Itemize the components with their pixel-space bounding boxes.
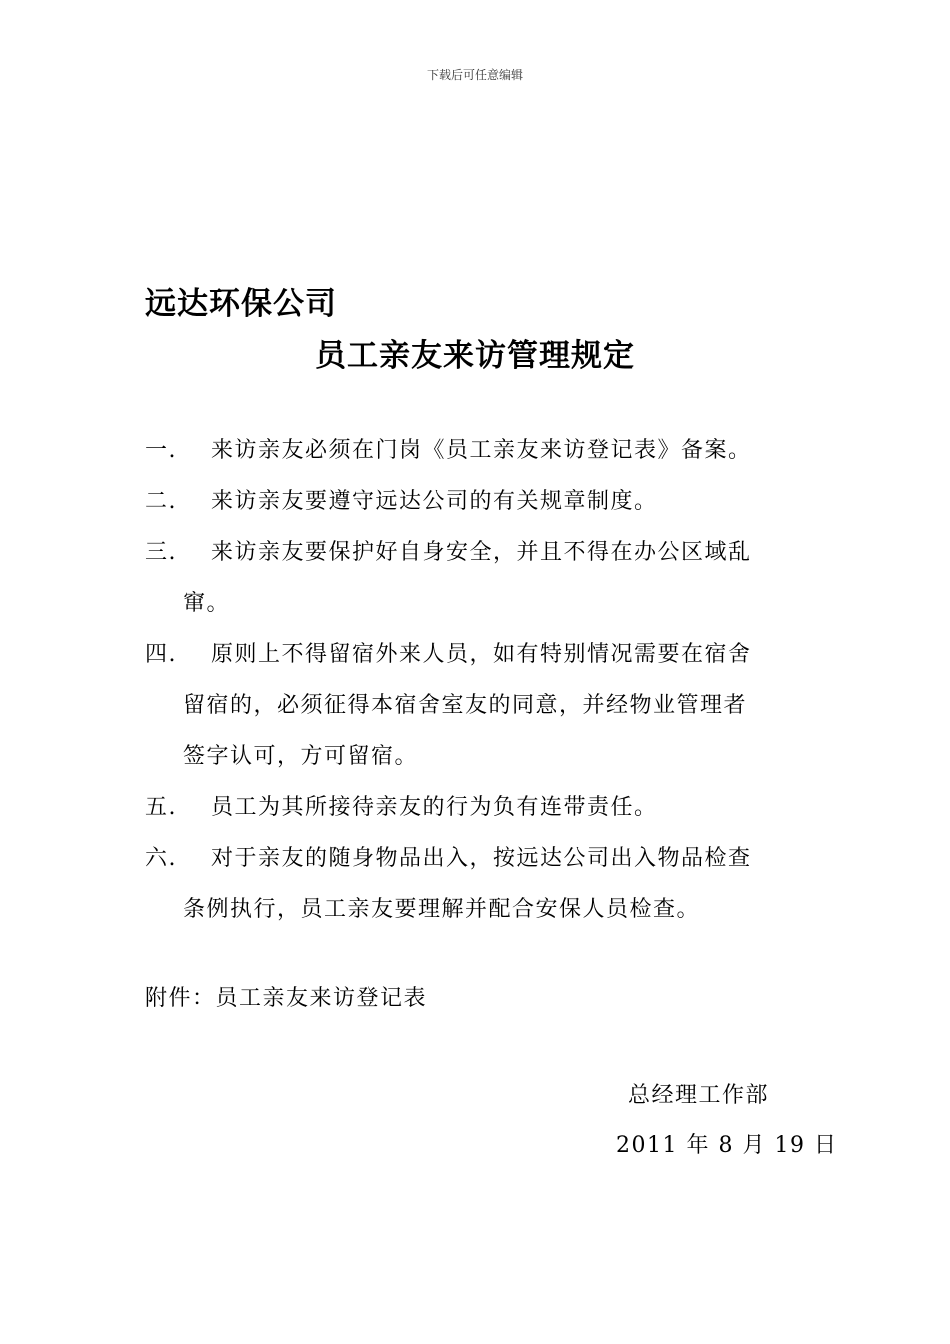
rule-text	[183, 833, 810, 935]
rule-text	[211, 425, 810, 476]
rule-line: 留宿的，必须征得本宿舍室友的同意，并经物业管理者	[183, 693, 748, 718]
rule-number: 四.	[145, 642, 177, 667]
rule-text	[183, 527, 810, 629]
rule-item	[145, 476, 810, 527]
rule-line: 条例执行，员工亲友要理解并配合安保人员检查。	[183, 897, 701, 922]
rule-line: 员工为其所接待亲友的行为负有连带责任。	[211, 795, 658, 820]
rule-item	[145, 782, 810, 833]
rule-line: 来访亲友要保护好自身安全，并且不得在办公区域乱	[211, 540, 752, 565]
signature-date: 2011 年 8 月 19 日	[616, 1133, 838, 1158]
rule-text	[183, 629, 810, 782]
rule-number: 一.	[145, 438, 177, 463]
signature-department: 总经理工作部	[628, 1083, 770, 1108]
document-title: 员工亲友来访管理规定	[315, 338, 635, 374]
rule-number: 五.	[145, 795, 177, 820]
rule-item	[145, 425, 810, 476]
rule-line: 原则上不得留宿外来人员，如有特别情况需要在宿舍	[211, 642, 752, 667]
rule-item	[145, 527, 810, 629]
attachment-note: 附件：员工亲友来访登记表	[145, 986, 428, 1011]
rule-line: 对于亲友的随身物品出入，按远达公司出入物品检查	[211, 846, 752, 871]
rule-text	[211, 782, 810, 833]
rule-line: 签字认可，方可留宿。	[183, 744, 419, 769]
rule-text	[211, 476, 810, 527]
rules-list	[145, 425, 810, 935]
rule-item	[145, 833, 810, 935]
rule-line: 来访亲友必须在门岗《员工亲友来访登记表》备案。	[211, 438, 752, 463]
header-note: 下载后可任意编辑	[426, 68, 523, 82]
rule-number: 三.	[145, 540, 177, 565]
rule-item	[145, 629, 810, 782]
rule-number: 六.	[145, 846, 177, 871]
rule-line: 窜。	[183, 591, 231, 616]
rule-line: 来访亲友要遵守远达公司的有关规章制度。	[211, 489, 658, 514]
company-name: 远达环保公司	[145, 286, 337, 322]
rule-number: 二.	[145, 489, 177, 514]
